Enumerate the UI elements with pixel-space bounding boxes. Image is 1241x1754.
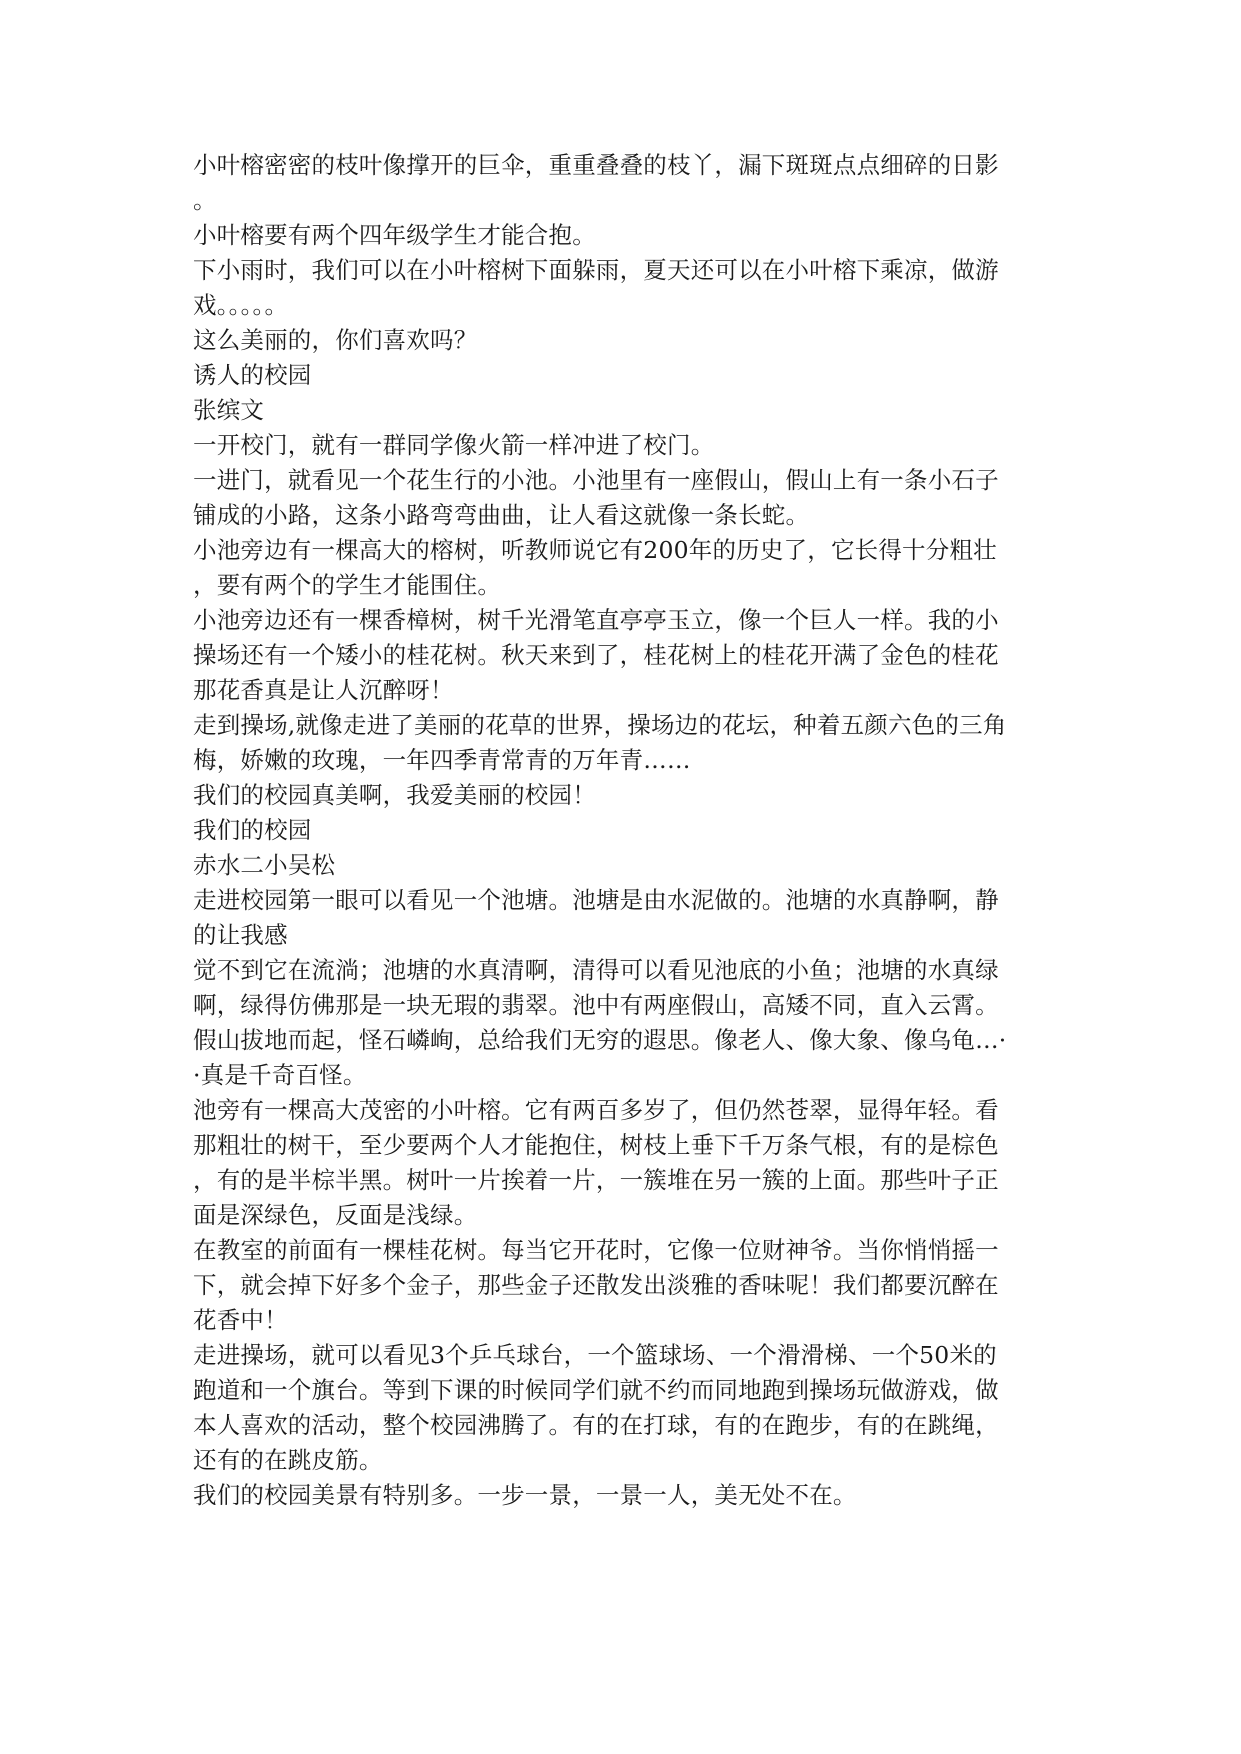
text-line: 那花香真是让人沉醉呀！	[193, 676, 454, 704]
text-line: ·真是千奇百怪。	[193, 1061, 367, 1089]
section-title: 诱人的校园	[193, 361, 312, 389]
text-line: 面是深绿色，反面是浅绿。	[193, 1201, 478, 1229]
text-line: 戏。。。。。	[193, 291, 289, 319]
document-body	[193, 148, 1053, 1513]
text-line: 在教室的前面有一棵桂花树。每当它开花时，它像一位财神爷。当你悄悄摇一	[193, 1236, 999, 1264]
author-name: 张缤文	[193, 396, 265, 424]
text-line: 觉不到它在流淌；池塘的水真清啊，清得可以看见池底的小鱼；池塘的水真绿	[193, 956, 999, 984]
text-line: 这么美丽的，你们喜欢吗？	[193, 326, 478, 354]
text-line: 操场还有一个矮小的桂花树。秋天来到了，桂花树上的桂花开满了金色的桂花	[193, 641, 999, 669]
text-line: 本人喜欢的活动，整个校园沸腾了。有的在打球，有的在跑步，有的在跳绳，	[193, 1411, 999, 1439]
text-line: ，要有两个的学生才能围住。	[193, 571, 502, 599]
text-line: 下，就会掉下好多个金子，那些金子还散发出淡雅的香味呢！我们都要沉醉在	[193, 1271, 999, 1299]
text-line: 小池旁边有一棵高大的榕树，听教师说它有200年的历史了，它长得十分粗壮	[193, 536, 997, 564]
text-line: 的让我感	[193, 921, 288, 949]
text-line: 一开校门，就有一群同学像火箭一样冲进了校门。	[193, 431, 715, 459]
text-line: 小池旁边还有一棵香樟树，树千光滑笔直亭亭玉立，像一个巨人一样。我的小	[193, 606, 999, 634]
text-line: ，有的是半棕半黑。树叶一片挨着一片，一簇堆在另一簇的上面。那些叶子正	[193, 1166, 999, 1194]
text-line: 跑道和一个旗台。等到下课的时候同学们就不约而同地跑到操场玩做游戏，做	[193, 1376, 999, 1404]
text-line: 铺成的小路，这条小路弯弯曲曲，让人看这就像一条长蛇。	[193, 501, 810, 529]
author-name: 赤水二小吴松	[193, 851, 336, 879]
text-line: 小叶榕要有两个四年级学生才能合抱。	[193, 221, 596, 249]
text-line: 走进校园第一眼可以看见一个池塘。池塘是由水泥做的。池塘的水真静啊，静	[193, 886, 999, 914]
text-line: 我们的校园真美啊，我爱美丽的校园！	[193, 781, 596, 809]
text-line: 还有的在跳皮筋。	[193, 1446, 383, 1474]
text-line: 一进门，就看见一个花生行的小池。小池里有一座假山，假山上有一条小石子	[193, 466, 999, 494]
text-line: 梅，娇嫩的玫瑰，一年四季青常青的万年青……	[193, 746, 691, 774]
text-line: 走进操场，就可以看见3个乒乓球台，一个篮球场、一个滑滑梯、一个50米的	[193, 1341, 997, 1369]
text-line: 花香中！	[193, 1306, 288, 1334]
text-line: 那粗壮的树干，至少要两个人才能抱住，树枝上垂下千万条气根，有的是棕色	[193, 1131, 999, 1159]
text-line: 小叶榕密密的枝叶像撑开的巨伞，重重叠叠的枝丫，漏下斑斑点点细碎的日影	[193, 151, 999, 179]
text-line: 我们的校园美景有特别多。一步一景，一景一人，美无处不在。	[193, 1481, 857, 1509]
text-line: 下小雨时，我们可以在小叶榕树下面躲雨，夏天还可以在小叶榕下乘凉，做游	[193, 256, 999, 284]
text-line: 假山拔地而起，怪石嶙峋，总给我们无穷的遐思。像老人、像大象、像乌龟…·	[193, 1026, 1007, 1054]
text-line: 。	[193, 186, 217, 214]
text-line: 走到操场,就像走进了美丽的花草的世界，操场边的花坛，种着五颜六色的三角	[193, 711, 1007, 739]
section-title: 我们的校园	[193, 816, 312, 844]
text-line: 啊，绿得仿佛那是一块无瑕的翡翠。池中有两座假山，高矮不同，直入云霄。	[193, 991, 999, 1019]
text-line: 池旁有一棵高大茂密的小叶榕。它有两百多岁了，但仍然苍翠，显得年轻。看	[193, 1096, 999, 1124]
